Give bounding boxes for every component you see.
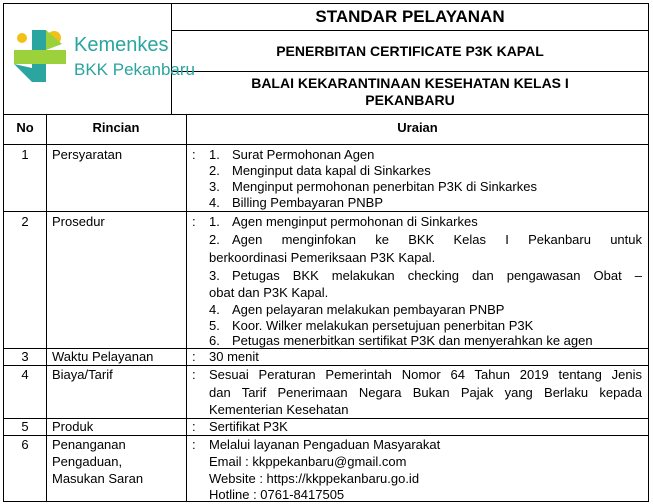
row-2-item-3-line-1: Petugas BKK melakukan checking dan pengawasan Obat – [232, 268, 642, 283]
row-2-item-2-line-1: Agen menginfokan ke BKK Kelas I Pekanbaru untuk [232, 232, 642, 247]
row-4-colon: : [192, 367, 196, 382]
row-2-item-3-num: 3. [209, 268, 220, 283]
row-2-item-6-text: Petugas menerbitkan sertifikat P3K dan menyerahkan ke agen [232, 333, 593, 348]
logo-subname: BKK Pekanbaru [74, 60, 195, 79]
row-1-item-1-text: Surat Permohonan Agen [232, 147, 375, 162]
row-5-value: Sertifikat P3K [209, 419, 288, 434]
column-header-rincian: Rincian [92, 120, 140, 135]
header-rule-3 [4, 114, 649, 115]
row-1-item-4-text: Billing Pembayaran PNBP [232, 195, 384, 210]
row-2-item-4-num: 4. [209, 302, 220, 317]
organization-line-2: PEKANBARU [365, 92, 455, 108]
row-3-label: Waktu Pelayanan [52, 349, 154, 364]
row-6-label-line-3: Masukan Saran [52, 471, 144, 486]
row-1-item-3-num: 3. [209, 179, 220, 194]
row-1-colon: : [192, 147, 196, 162]
row-6-label-line-1: Penanganan [52, 437, 126, 452]
service-standard-document [3, 3, 649, 502]
row-3-value: 30 menit [209, 349, 259, 364]
row-2-item-3-line-2: obat dan P3K Kapal. [209, 285, 329, 300]
rincian-column-divider [186, 114, 187, 502]
header-rule-2 [171, 71, 649, 72]
row-1-item-2-text: Menginput data kapal di Sinkarkes [232, 163, 431, 178]
row-2-item-5-num: 5. [209, 318, 220, 333]
service-title: PENERBITAN CERTIFICATE P3K KAPAL [276, 43, 544, 59]
column-header-no: No [16, 120, 34, 135]
header-rule-1 [171, 30, 649, 31]
row-2-colon: : [192, 214, 196, 229]
row-rule-5 [4, 435, 649, 436]
row-6-colon: : [192, 437, 196, 452]
row-rule-4 [4, 418, 649, 419]
row-2-label: Prosedur [52, 214, 105, 229]
row-6-website: Website : https://kkppekanbaru.go.id [209, 471, 420, 486]
row-3-no: 3 [21, 349, 29, 364]
row-1-item-4-num: 4. [209, 195, 220, 210]
document-title: STANDAR PELAYANAN [315, 7, 505, 26]
row-6-hotline: Hotline : 0761-8417505 [209, 487, 345, 502]
row-2-item-4-text: Agen pelayaran melakukan pembayaran PNBP [232, 302, 505, 317]
row-2-item-1-num: 1. [209, 214, 220, 229]
row-1-item-3-text: Menginput permohonan penerbitan P3K di Sinkarkes [232, 179, 537, 194]
row-4-line-3: Kementerian Kesehatan [209, 402, 349, 417]
column-header-uraian: Uraian [397, 120, 438, 135]
row-2-no: 2 [21, 214, 29, 229]
kemenkes-logo-icon [10, 24, 72, 90]
row-5-colon: : [192, 419, 196, 434]
row-rule-3 [4, 365, 649, 366]
row-1-item-2-num: 2. [209, 163, 220, 178]
row-2-item-1-text: Agen menginput permohonan di Sinkarkes [232, 214, 478, 229]
row-2-item-5-text: Koor. Wilker melakukan persetujuan penerbitan P3K [232, 318, 534, 333]
row-3-colon: : [192, 349, 196, 364]
row-5-no: 5 [21, 419, 29, 434]
row-2-item-2-num: 2. [209, 232, 220, 247]
row-4-line-2: dan Tarif Penerimaan Negara Bukan Pajak yang Berlaku kepada [209, 385, 642, 400]
logo-name: Kemenkes [74, 34, 169, 56]
row-6-label-line-2: Pengaduan, [52, 454, 123, 469]
row-4-line-1: Sesuai Peraturan Pemerintah Nomor 64 Tahun 2019 tentang Jenis [209, 367, 642, 382]
row-4-no: 4 [21, 367, 29, 382]
row-1-label: Persyaratan [52, 147, 123, 162]
row-6-line-1: Melalui layanan Pengaduan Masyarakat [209, 437, 441, 452]
organization-line-1: BALAI KEKARANTINAAN KESEHATAN KELAS I [251, 75, 569, 91]
row-1-item-1-num: 1. [209, 147, 220, 162]
row-2-item-6-num: 6. [209, 333, 220, 348]
row-rule-1 [4, 211, 649, 212]
column-header-rule [4, 144, 649, 145]
row-5-label: Produk [52, 419, 94, 434]
row-2-item-2-line-2: berkoordinasi Pemeriksaan P3K Kapal. [209, 250, 436, 265]
no-column-divider [46, 114, 47, 502]
row-6-no: 6 [21, 437, 29, 452]
row-1-no: 1 [21, 147, 29, 162]
row-6-email: Email : kkppekanbaru@gmail.com [209, 454, 407, 469]
row-4-label: Biaya/Tarif [52, 367, 113, 382]
